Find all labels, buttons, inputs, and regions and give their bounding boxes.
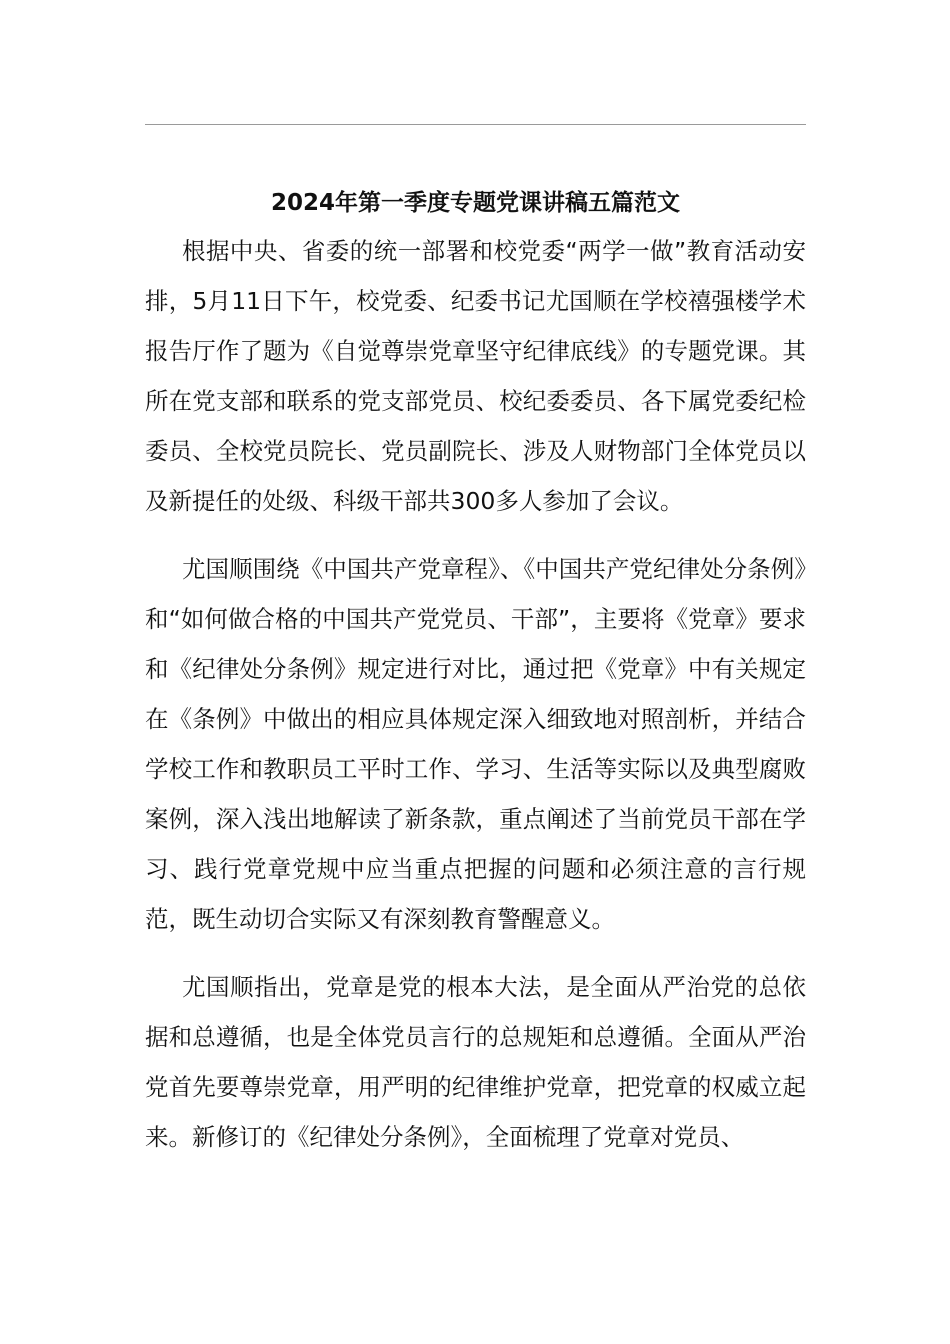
header-rule (145, 124, 806, 125)
paragraph-1: 根据中央、省委的统一部署和校党委“两学一做”教育活动安排，5月11日下午，校党委、纪委书记尤国顺在学校禧强楼学术报告厅作了题为《自觉尊崇党章坚守纪律底线》的专题党课。其所在党支部和联系的党支部党员、校纪委委员、各下属党委纪检委员、全校党员院长、党员副院长、涉及人财物部门全体党员以及新提任的处级、科级干部共300多人参加了会议。 (145, 237, 806, 515)
document-body (145, 226, 806, 1162)
document-title: 2024年第一季度专题党课讲稿五篇范文 (270, 190, 680, 216)
paragraph-3: 尤国顺指出，党章是党的根本大法，是全面从严治党的总依据和总遵循，也是全体党员言行的总规矩和总遵循。全面从严治党首先要尊崇党章，用严明的纪律维护党章，把党章的权威立起来。新修订的《纪律处分条例》，全面梳理了党章对党员、 (145, 973, 806, 1151)
paragraph-2: 尤国顺围绕《中国共产党章程》、《中国共产党纪律处分条例》和“如何做合格的中国共产党党员、干部”，主要将《党章》要求和《纪律处分条例》规定进行对比，通过把《党章》中有关规定在《条例》中做出的相应具体规定深入细致地对照剖析，并结合学校工作和教职员工平时工作、学习、生活等实际以及典型腐败案例，深入浅出地解读了新条款，重点阐述了当前党员干部在学习、践行党章党规中应当重点把握的问题和必须注意的言行规范，既生动切合实际又有深刻教育警醒意义。 (145, 555, 806, 933)
